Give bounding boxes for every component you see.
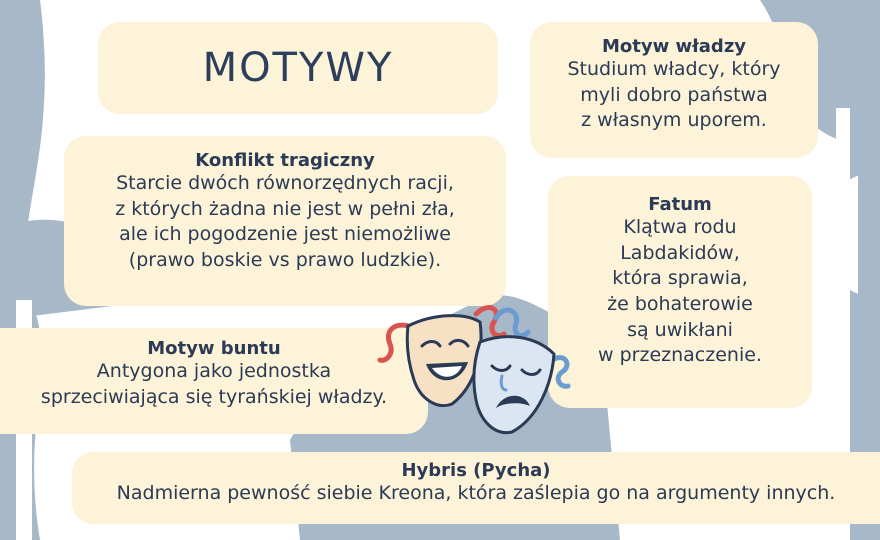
card-line: z własnym uporem. [581,109,767,132]
card-title: Motyw buntu [147,338,281,359]
card-line: sprzeciwiająca się tyrańskiej władzy. [40,385,388,408]
card-title: Konflikt tragiczny [195,150,375,171]
card-line: myli dobro państwa [580,83,768,106]
card-line: z których żadna nie jest w pełni zła, [115,197,455,220]
card-line: Klątwa rodu [623,216,737,238]
card-line: są uwikłani [627,318,733,341]
card-line: (prawo boskie vs prawo ludzkie). [128,248,442,271]
card-konflikt-tragiczny [64,136,506,306]
card-line: Nadmierna pewność siebie Kreona, która zaślepia go na argumenty innych. [116,482,836,504]
theater-masks-icon [376,300,572,446]
card-line: Starcie dwóch równorzędnych racji, [116,172,454,194]
page-title: MOTYWY [202,45,394,91]
card-title: Motyw władzy [601,36,747,57]
card-motyw-wladzy [530,22,818,158]
card-title: Hybris (Pycha) [401,460,551,481]
card-line: Studium władcy, który [567,58,781,80]
card-title: Fatum [648,194,712,215]
card-line: która sprawia, [612,267,748,290]
title-card [98,22,498,114]
card-hybris [72,452,880,524]
card-line: Labdakidów, [620,241,740,264]
card-line: ale ich pogodzenie jest niemożliwe [119,223,451,246]
card-line: w przeznaczenie. [598,344,762,367]
card-motyw-buntu [0,328,428,434]
card-line: że bohaterowie [607,292,753,315]
card-line: Antygona jako jednostka [96,360,332,382]
card-fatum [548,176,812,408]
